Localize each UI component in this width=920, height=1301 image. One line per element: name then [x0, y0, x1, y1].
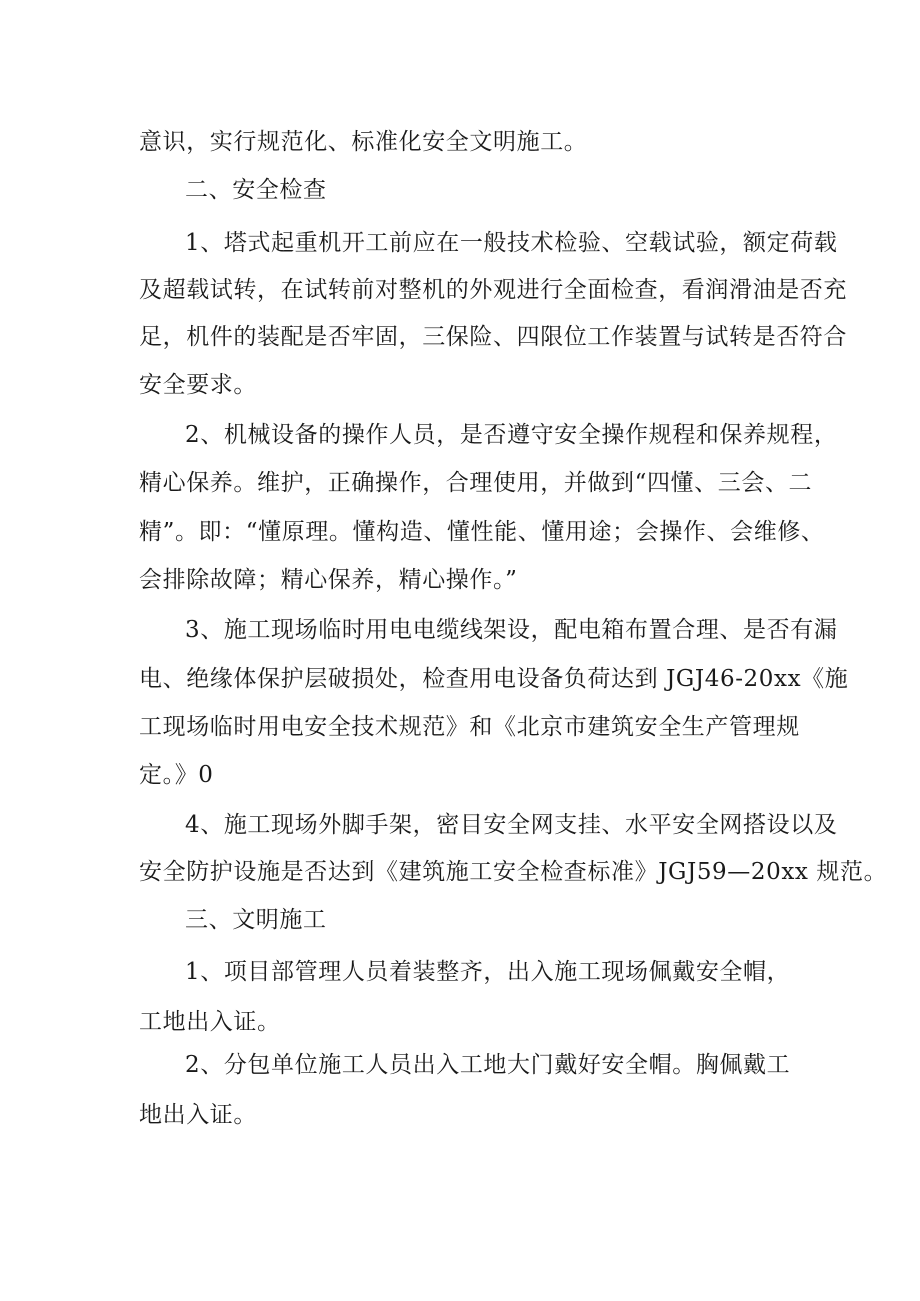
paragraph-line: 工现场临时用电安全技术规范》和《北京市建筑安全生产管理规 [139, 714, 800, 740]
paragraph-line: 3、施工现场临时用电电缆线架设，配电箱布置合理、是否有漏 [185, 617, 838, 643]
paragraph-line: 精心保养。维护，正确操作，合理使用，并做到“四懂、三会、二 [139, 470, 813, 496]
paragraph-line: 1、塔式起重机开工前应在一般技术检验、空载试验，额定荷载 [185, 230, 838, 256]
paragraph-line: 工地出入证。 [139, 1009, 281, 1035]
paragraph-line: 精”。即：“懂原理。懂构造、懂性能、懂用途；会操作、会维修、 [139, 519, 825, 545]
paragraph-line: 安全要求。 [139, 372, 257, 398]
paragraph-line: 定。》0 [139, 762, 214, 788]
paragraph-line: 会排除故障；精心保养，精心操作。” [139, 567, 518, 593]
paragraph-line: 1、项目部管理人员着装整齐，出入施工现场佩戴安全帽， [185, 959, 791, 985]
paragraph-line: 及超载试转，在试转前对整机的外观进行全面检查，看润滑油是否充 [139, 277, 847, 303]
paragraph-line: 电、绝缘体保护层破损处，检查用电设备负荷达到 JGJ46-20xx《施 [139, 666, 849, 692]
paragraph-line: 2、机械设备的操作人员，是否遵守安全操作规程和保养规程， [185, 422, 838, 448]
paragraph-line: 地出入证。 [139, 1102, 257, 1128]
paragraph-line: 4、施工现场外脚手架，密目安全网支挂、水平安全网搭设以及 [185, 812, 838, 838]
paragraph-line: 安全防护设施是否达到《建筑施工安全检查标准》JGJ59—20xx 规范。 [139, 859, 888, 885]
paragraph-line: 意识，实行规范化、标准化安全文明施工。 [139, 129, 588, 155]
paragraph-line: 2、分包单位施工人员出入工地大门戴好安全帽。胸佩戴工 [185, 1052, 791, 1078]
section-heading: 三、文明施工 [185, 907, 327, 933]
section-heading: 二、安全检查 [185, 177, 327, 203]
paragraph-line: 足，机件的装配是否牢固，三保险、四限位工作装置与试转是否符合 [139, 324, 847, 350]
